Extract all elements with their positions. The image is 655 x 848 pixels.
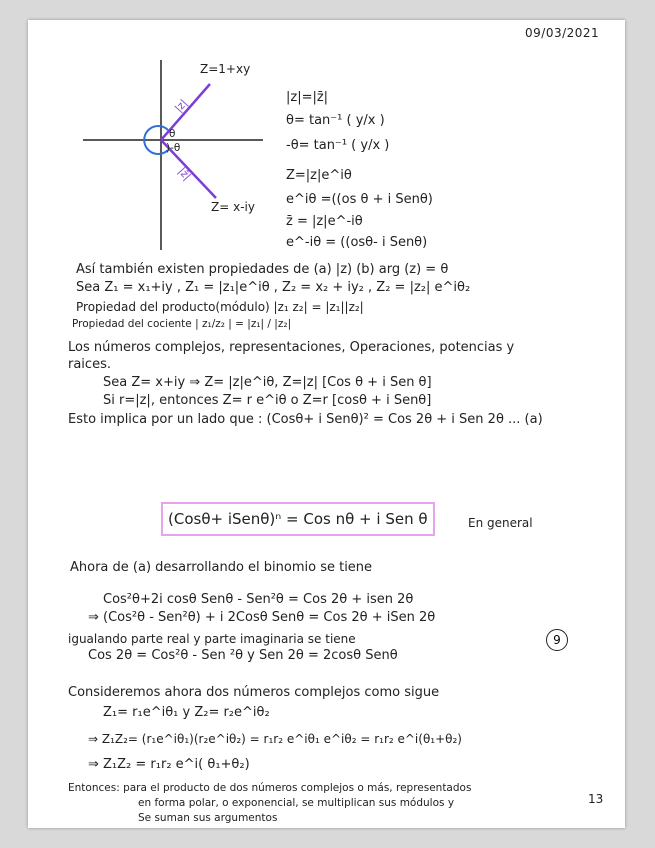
- implication-line: Esto implica por un lado que : (Cosθ+ i Senθ)² = Cos 2θ + i Sen 2θ ... (a): [68, 412, 543, 427]
- mod-zbar-label: |z̄|: [175, 165, 193, 183]
- topic-line-cont: raices.: [68, 357, 111, 372]
- en-general-label: En general: [468, 516, 533, 530]
- conclusion-line-1: Entonces: para el producto de dos números complejos o más, representados: [68, 782, 472, 794]
- conjugate-polar: z̄ = |z|e^-iθ: [286, 214, 363, 229]
- topic-line: Los números complejos, representaciones, Operaciones, potencias y: [68, 340, 515, 355]
- theta-label: θ: [169, 128, 176, 140]
- page-number: 13: [588, 792, 604, 806]
- product-property: Propiedad del producto(módulo) |z₁ z₂| = |z₁||z₂|: [76, 300, 364, 314]
- equating-parts: igualando parte real y parte imaginaria se tiene: [68, 632, 356, 646]
- polar-form: Z=|z|e^iθ: [286, 168, 352, 183]
- consider-line: Consideremos ahora dos números complejos como sigue: [68, 685, 440, 700]
- neg-theta-label: )-θ: [166, 142, 181, 154]
- properties-line: Así también existen propiedades de (a) |z) (b) arg (z) = θ: [76, 262, 449, 277]
- binomial-intro: Ahora de (a) desarrollando el binomio se tiene: [70, 560, 373, 575]
- conclusion-line-2: en forma polar, o exponencial, se multiplican sus módulos y: [138, 797, 455, 809]
- mod-z-label: |z|: [172, 97, 190, 115]
- double-angle-identities: Cos 2θ = Cos²θ - Sen ²θ y Sen 2θ = 2cosθ Senθ: [88, 648, 398, 663]
- notebook-page: [28, 20, 625, 828]
- page-date: 09/03/2021: [525, 26, 600, 40]
- euler-negative: e^-iθ = ((osθ- i Senθ): [286, 235, 428, 250]
- sea-line: Sea Z= x+iy ⇒ Z= |z|e^iθ, Z=|z| [Cos θ + i Sen θ]: [103, 375, 432, 390]
- theta-equation: θ= tan⁻¹ ( y/x ): [286, 113, 385, 128]
- neg-theta-equation: -θ= tan⁻¹ ( y/x ): [286, 138, 390, 153]
- definitions-line: Sea Z₁ = x₁+iy , Z₁ = |z₁|e^iθ , Z₂ = x₂ + iy₂ , Z₂ = |z₂| e^iθ₂: [76, 280, 471, 295]
- modulus-equality: |z|=|z̄|: [286, 90, 329, 105]
- conclusion-line-3: Se suman sus argumentos: [138, 812, 278, 824]
- z-point-label: Z=1+xy: [200, 62, 251, 76]
- circled-number-text: 9: [553, 633, 561, 647]
- si-line: Si r=|z|, entonces Z= r e^iθ o Z=r [cosθ + i Senθ]: [103, 393, 432, 408]
- quotient-property: Propiedad del cociente | z₁/z₂ | = |z₁| / |z₂|: [72, 318, 292, 330]
- euler-formula: e^iθ =((os θ + i Senθ): [286, 192, 433, 207]
- binomial-expansion: Cos²θ+2i cosθ Senθ - Sen²θ = Cos 2θ + isen 2θ: [103, 592, 414, 607]
- de-moivre-formula: (Cosθ+ iSenθ)ⁿ = Cos nθ + i Sen θ: [168, 510, 428, 528]
- zbar-point-label: Z= x-iy: [211, 200, 255, 214]
- binomial-grouped: ⇒ (Cos²θ - Sen²θ) + i 2Cosθ Senθ = Cos 2θ + iSen 2θ: [88, 610, 436, 625]
- product-result: ⇒ Z₁Z₂ = r₁r₂ e^i( θ₁+θ₂): [88, 757, 250, 772]
- product-derivation: ⇒ Z₁Z₂= (r₁e^iθ₁)(r₂e^iθ₂) = r₁r₂ e^iθ₁ e^iθ₂ = r₁r₂ e^i(θ₁+θ₂): [88, 732, 462, 746]
- two-complex-numbers: Z₁= r₁e^iθ₁ y Z₂= r₂e^iθ₂: [103, 705, 270, 720]
- circled-number: [546, 629, 568, 651]
